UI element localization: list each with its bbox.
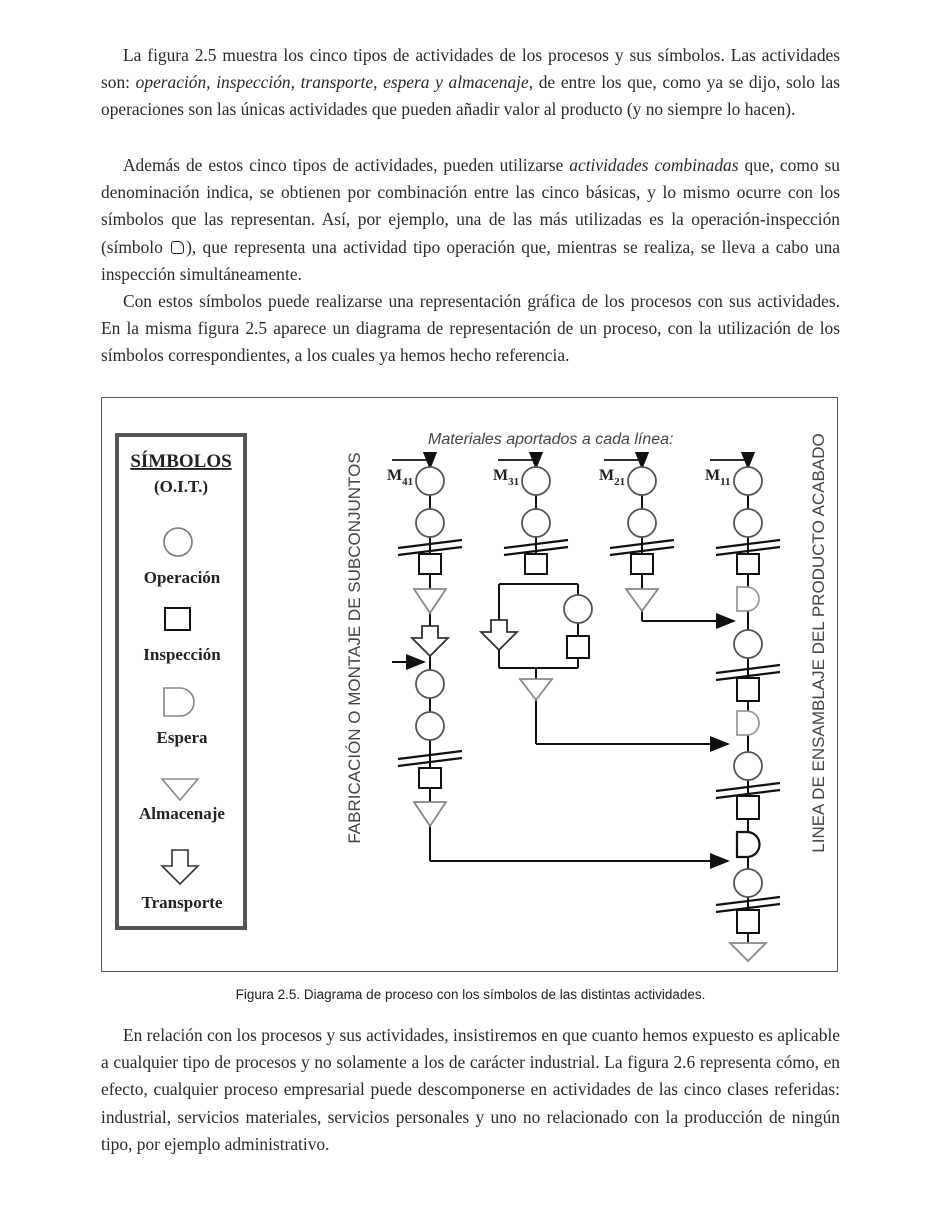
paragraph-2	[101, 152, 840, 288]
operation-nodes	[416, 467, 762, 897]
paragraph-2-text-c: que, como su denominación indica, se obtienen por combinación entre las cinco básicas, y lo mismo ocurre con los símbolos que las representan. Así, por ejemplo, una de las más utilizadas es la operación-inspección (símbolo	[101, 155, 840, 257]
paragraph-2-text-d: ), que representa una actividad tipo operación que, mientras se realiza, se lleva a cabo una inspección simultáneamente.	[101, 236, 840, 284]
figure-caption: Figura 2.5. Diagrama de proceso con los símbolos de las distintas actividades.	[235, 987, 706, 1002]
legend-espera: Espera	[156, 728, 208, 747]
legend-title: SÍMBOLOS	[130, 451, 232, 472]
material-arrows	[392, 460, 748, 468]
storage-icon	[162, 779, 198, 800]
operation-icon	[164, 528, 192, 556]
flow-lines	[392, 495, 748, 943]
paragraph-2-italic: actividades combinadas	[569, 155, 739, 175]
legend-operacion: Operación	[143, 568, 221, 587]
legend-transporte: Transporte	[141, 893, 223, 912]
symbols-legend	[117, 435, 245, 928]
legend-inspeccion: Inspección	[143, 645, 221, 664]
paragraph-1-italic: operación, inspección, transporte, espera y almacenaje	[135, 72, 529, 93]
paragraph-2-text-a: Además de estos cinco tipos de actividades, pueden utilizarse	[123, 155, 570, 175]
material-m11: $M_{11}$	[705, 467, 731, 488]
paragraph-1	[101, 42, 840, 124]
paragraph-1-text-a: La figura 2.5 muestra los cinco tipos de actividades de los procesos y sus símbolos. Las actividades son:	[101, 45, 840, 93]
break-marks	[398, 540, 780, 912]
legend-subtitle: (O.I.T.)	[154, 477, 208, 496]
transport-nodes	[412, 620, 517, 656]
paragraph-3: Con estos símbolos puede realizarse una representación gráfica de los procesos con sus actividades. En la misma figura 2.5 aparece un diagrama de representación de un proceso, con la utilización de los símbolos correspondientes, a los cuales ya hemos hecho referencia.	[101, 291, 840, 366]
wait-icon	[164, 688, 194, 716]
right-vertical-label: LINEA DE ENSAMBLAJE DEL PRODUCTO ACABADO	[809, 433, 828, 853]
transport-icon	[162, 850, 198, 884]
figure-2-5	[101, 397, 838, 972]
material-m41: $M_{41}$	[387, 467, 414, 488]
inspection-icon	[165, 608, 190, 630]
operation-inspection-icon	[171, 241, 184, 254]
material-m21: $M_{21}$	[599, 467, 626, 488]
paragraph-1-text-c: , de entre los que, como ya se dijo, solo las operaciones son las únicas actividades que pueden añadir valor al producto (y no siempre lo hacen).	[101, 72, 840, 120]
material-m31: $M_{31}$	[493, 467, 520, 488]
paragraph-4: En relación con los procesos y sus actividades, insistiremos en que cuanto hemos expuesto es aplicable a cualquier tipo de procesos y no solamente a los de carácter industrial. La figura 2.6 representa cómo, en efecto, cualquier proceso empresarial puede descomponerse en actividades de las cinco clases referidas: industrial, servicios materiales, servicios personales y uno no relacionado con la producción de ningún tipo, por ejemplo administrativo.	[101, 1025, 840, 1154]
legend-almacenaje: Almacenaje	[139, 804, 225, 823]
materials-header: Materiales aportados a cada línea:	[428, 431, 674, 448]
left-vertical-label: FABRICACIÓN O MONTAJE DE SUBCONJUNTOS	[345, 452, 364, 844]
process-diagram	[102, 398, 837, 971]
